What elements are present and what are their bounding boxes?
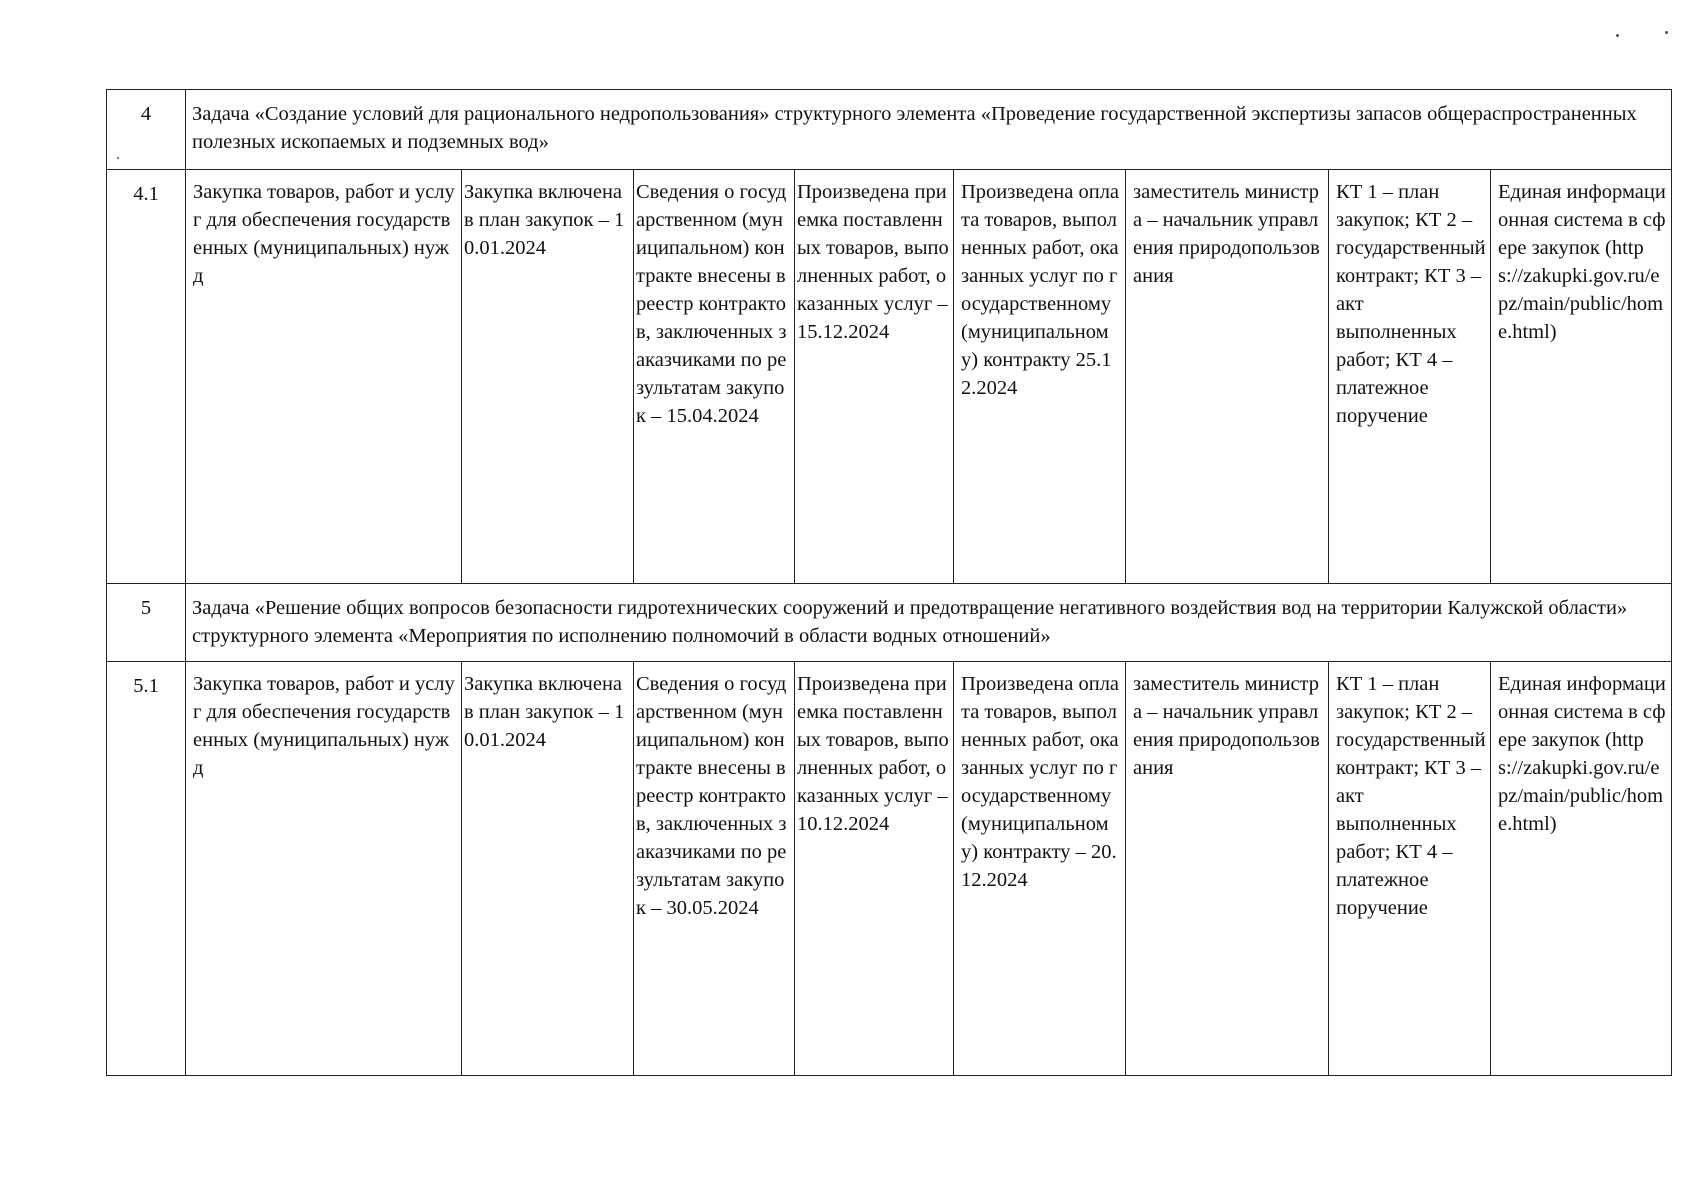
scan-speck [1616, 34, 1619, 37]
task-description: Задача «Решение общих вопросов безопасности гидротехнических сооружений и предотвращение негативного воздействия вод на территории Калужской области» структурного элемента «Мероприятия по исполнению полномочий в области водных отношений» [186, 584, 1672, 662]
plan-inclusion: Закупка включена в план закупок – 10.01.2024 [462, 170, 634, 584]
payment-result: Произведена оплата товаров, выполненных работ, оказанных услуг по государственному (муниципальному) контракту – 20.12.2024 [954, 662, 1126, 1076]
control-points: КТ 1 – план закупок; КТ 2 – государственный контракт; КТ 3 – акт выполненных работ; КТ 4 – платежное поручение [1329, 170, 1491, 584]
plan-inclusion: Закупка включена в план закупок – 10.01.2024 [462, 662, 634, 1076]
task-row [107, 90, 1672, 170]
contract-registry: Сведения о государственном (муниципальном) контракте внесены в реестр контрактов, заключенных заказчиками по результатам закупок – 30.05.2024 [634, 662, 795, 1076]
scan-speck [117, 157, 119, 159]
measure-number: 5.1 [107, 662, 186, 1076]
measure-row [107, 170, 1672, 584]
measure-row [107, 662, 1672, 1076]
task-number: 4 [107, 90, 186, 170]
information-source: Единая информационная система в сфере закупок (https://zakupki.gov.ru/epz/main/public/home.html) [1491, 662, 1672, 1076]
task-number: 5 [107, 584, 186, 662]
payment-result: Произведена оплата товаров, выполненных работ, оказанных услуг по государственному (муниципальному) контракту 25.12.2024 [954, 170, 1126, 584]
control-points: КТ 1 – план закупок; КТ 2 – государственный контракт; КТ 3 – акт выполненных работ; КТ 4 – платежное поручение [1329, 662, 1491, 1076]
task-row [107, 584, 1672, 662]
information-source: Единая информационная система в сфере закупок (https://zakupki.gov.ru/epz/main/public/home.html) [1491, 170, 1672, 584]
measure-number: 4.1 [107, 170, 186, 584]
task-description: Задача «Создание условий для рационального недропользования» структурного элемента «Проведение государственной экспертизы запасов общераспространенных полезных ископаемых и подземных вод» [186, 90, 1672, 170]
measure-name: Закупка товаров, работ и услуг для обеспечения государственных (муниципальных) нужд [186, 170, 462, 584]
measures-table [106, 89, 1672, 1076]
acceptance-result: Произведена приемка поставленных товаров, выполненных работ, оказанных услуг – 15.12.2024 [795, 170, 954, 584]
contract-registry: Сведения о государственном (муниципальном) контракте внесены в реестр контрактов, заключенных заказчиками по результатам закупок – 15.04.2024 [634, 170, 795, 584]
scan-speck [1665, 31, 1668, 34]
acceptance-result: Произведена приемка поставленных товаров, выполненных работ, оказанных услуг – 10.12.2024 [795, 662, 954, 1076]
responsible-executor: заместитель министра – начальник управления природопользования [1126, 170, 1329, 584]
responsible-executor: заместитель министра – начальник управления природопользования [1126, 662, 1329, 1076]
measure-name: Закупка товаров, работ и услуг для обеспечения государственных (муниципальных) нужд [186, 662, 462, 1076]
